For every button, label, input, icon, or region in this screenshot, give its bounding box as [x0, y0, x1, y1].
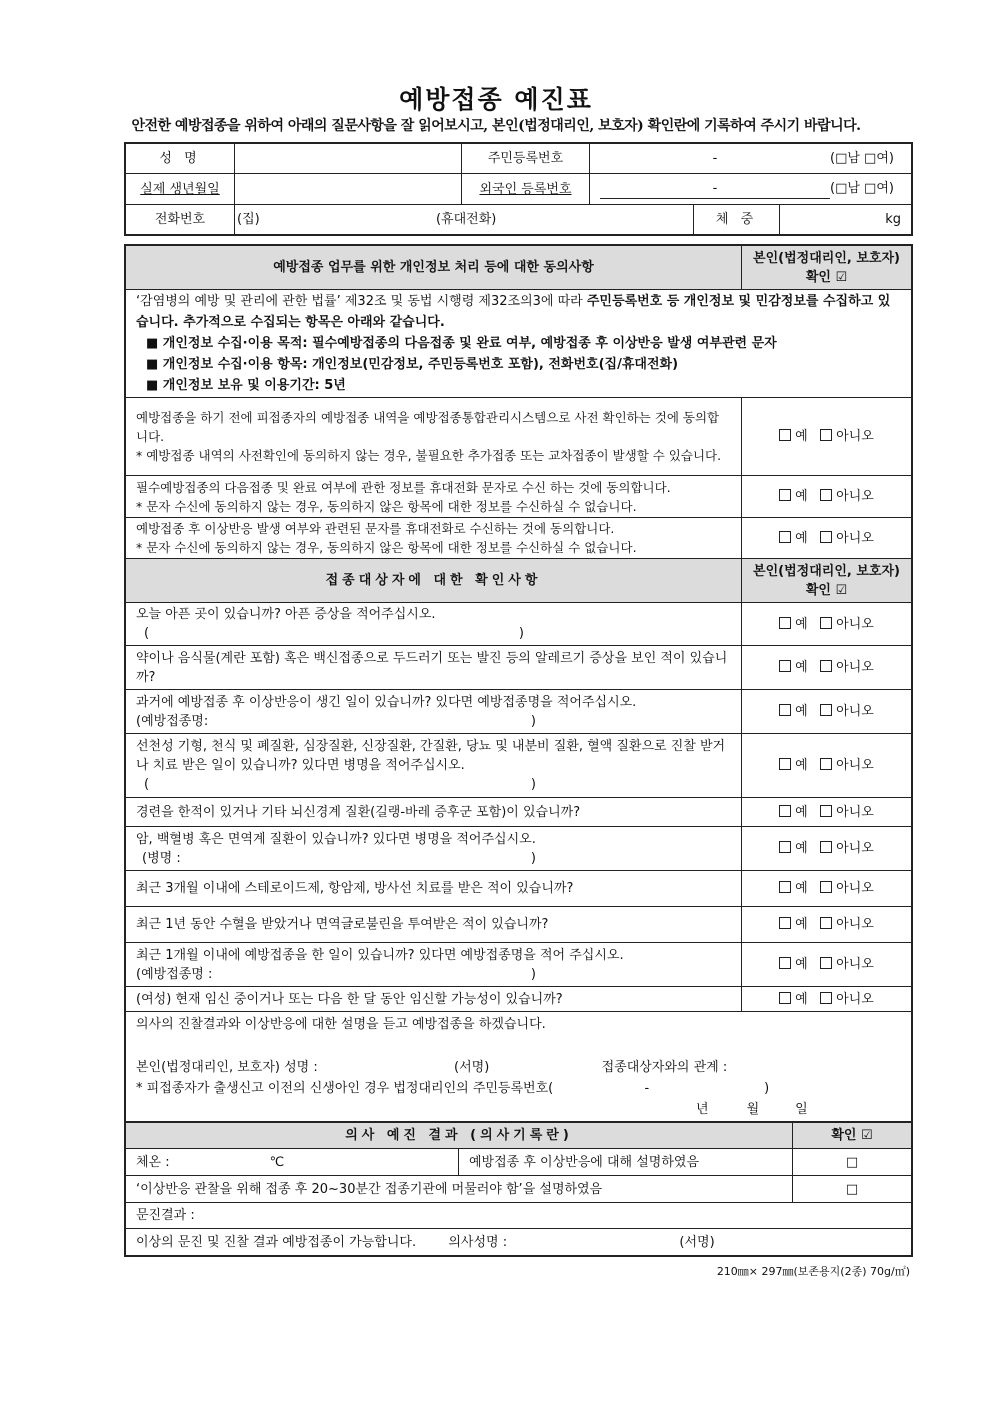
checkbox-yes[interactable] [779, 758, 791, 770]
yes-no-choice[interactable] [742, 943, 912, 987]
checkbox-no[interactable] [820, 758, 832, 770]
consent-intro [126, 290, 912, 398]
check-item [126, 646, 742, 690]
yes-label: 예 [795, 991, 808, 1007]
birth-label: 실제 생년월일 [126, 174, 235, 205]
no-label: 아니오 [836, 616, 874, 632]
consent-item-note: * 문자 수신에 동의하지 않는 경우, 동의하지 않은 항목에 대한 정보를 수신하실 수 없습니다. [136, 540, 637, 555]
birth-field[interactable] [235, 174, 462, 205]
name-label: 성 명 [126, 144, 235, 174]
yes-label: 예 [795, 881, 808, 896]
checkbox-yes[interactable] [779, 617, 791, 629]
check-item [126, 907, 742, 943]
consent-item-note: * 예방접종 내역의 사전확인에 동의하지 않는 경우, 불필요한 추가접종 또는 교차접종이 발생할 수 있습니다. [136, 448, 722, 463]
consent-intro-bold: 주민등록번호 등 개인정보 및 민감정보를 수집하고 있습니다. 추가적으로 수집되는 항목은 아래와 같습니다. [136, 294, 891, 330]
confirm-header-line2: 확인 ☑ [805, 269, 848, 285]
consent-header: 예방접종 업무를 위한 개인정보 처리 등에 대한 동의사항 [126, 246, 742, 290]
consent-item [126, 518, 742, 559]
checkbox-yes[interactable] [779, 704, 791, 716]
yes-no-choice[interactable] [742, 907, 912, 943]
check-item-blank[interactable]: (예방접종명 : ) [136, 966, 536, 982]
rrn-field[interactable] [590, 144, 912, 174]
yes-no-choice[interactable] [742, 603, 912, 646]
doctor-seal: (서명) [679, 1234, 715, 1250]
newborn-note-close: ) [764, 1081, 770, 1096]
no-label: 아니오 [836, 660, 874, 675]
phone-label: 전화번호 [126, 205, 235, 235]
check-confirm-header [742, 559, 912, 603]
checkbox-no[interactable] [820, 704, 832, 716]
check-item-text: 최근 1년 동안 수혈을 받았거나 면역글로불린을 투여받은 적이 있습니까? [136, 917, 549, 932]
page-title: 예방접종 예진표 [399, 85, 593, 114]
check-item [126, 871, 742, 907]
check-item-text: (여성) 현재 임신 중이거나 또는 다음 한 달 동안 임신할 가능성이 있습니까? [136, 991, 563, 1007]
consent-item [126, 476, 742, 518]
checkbox-yes[interactable] [779, 429, 791, 441]
doctor-header: 의사 예진 결과 (의사기록란) [126, 1123, 793, 1149]
check-item-text: 최근 1개월 이내에 예방접종을 한 일이 있습니까? 있다면 예방접종명을 적어 주십시오. [136, 947, 624, 963]
check-item-blank[interactable]: (예방접종명: ) [136, 713, 536, 729]
consent-item-text: 예방접종을 하기 전에 피접종자의 예방접종 내역을 예방접종통합관리시스템으로 사전 확인하는 것에 동의합니다. [136, 410, 720, 444]
no-label: 아니오 [836, 957, 874, 972]
checkbox-no[interactable] [820, 917, 832, 929]
newborn-note-dash: - [644, 1081, 650, 1096]
checkbox-no[interactable] [820, 429, 832, 441]
checkbox-no[interactable] [820, 531, 832, 543]
consent-item [126, 398, 742, 476]
no-label: 아니오 [836, 530, 874, 546]
checkbox-yes[interactable] [779, 992, 791, 1004]
explained-checkbox[interactable]: □ [793, 1149, 912, 1176]
newborn-note [136, 1078, 901, 1099]
newborn-note-text: * 피접종자가 출생신고 이전의 신생아인 경우 법정대리인의 주민등록번호( [136, 1081, 554, 1096]
explained-label: 예방접종 후 이상반응에 대해 설명하였음 [459, 1149, 793, 1176]
checkbox-no[interactable] [820, 617, 832, 629]
checkbox-no[interactable] [820, 660, 832, 672]
checkbox-no[interactable] [820, 805, 832, 817]
yes-no-choice[interactable] [742, 987, 912, 1012]
consent-item-text: 필수예방접종의 다음접종 및 완료 여부에 관한 정보를 휴대전화 문자로 수신 하는 것에 동의합니다. [136, 479, 671, 495]
date-day: 일 [795, 1102, 808, 1117]
sex-choice[interactable]: (□남 □여) [830, 151, 894, 166]
observe-checkbox[interactable]: □ [793, 1176, 912, 1203]
sex-choice-foreign[interactable]: (□남 □여) [830, 181, 894, 196]
name-field[interactable] [235, 144, 462, 174]
page-subtitle: 안전한 예방접종을 위하여 아래의 질문사항을 잘 읽어보시고, 본인(법정대리인, 보호자) 확인란에 기록하여 주시기 바랍니다. [131, 118, 861, 134]
yes-no-choice[interactable] [742, 690, 912, 734]
check-item-text: 경련을 한적이 있거나 기타 뇌신경계 질환(길랭-바레 증후군 포함)이 있습니까? [136, 804, 581, 820]
confirm-header-line1: 본인(법정대리인, 보호자) [753, 250, 900, 266]
result-field[interactable] [126, 1203, 912, 1229]
consent-bullet: ■ 개인정보 보유 및 이용기간: 5년 [146, 378, 346, 393]
date-year: 년 [696, 1102, 709, 1117]
no-label: 아니오 [836, 991, 874, 1007]
checkbox-yes[interactable] [779, 957, 791, 969]
no-label: 아니오 [836, 429, 874, 444]
yes-label: 예 [795, 804, 808, 820]
date-line [136, 1099, 901, 1120]
consent-intro-text: ‘감염병의 예방 및 관리에 관한 법률’ 제32조 및 동법 시행령 제32조의3에 따라 [136, 294, 587, 309]
temperature-field[interactable] [126, 1149, 459, 1176]
check-item-blank[interactable]: ( ) [144, 777, 536, 792]
check-item [126, 690, 742, 734]
checkbox-no[interactable] [820, 992, 832, 1004]
checkbox-yes[interactable] [779, 917, 791, 929]
consent-item-text: 예방접종 후 이상반응 발생 여부와 관련된 문자를 휴대전화로 수신하는 것에 동의합니다. [136, 521, 615, 536]
yes-label: 예 [795, 429, 808, 444]
rrn-dash: - [712, 151, 718, 166]
check-item [126, 987, 742, 1012]
consent-bullet: ■ 개인정보 수집·이용 항목: 개인정보(민감정보, 주민등록번호 포함), 전화번호(집/휴대전화) [146, 357, 679, 372]
result-label: 문진결과 : [136, 1208, 195, 1223]
final-statement: 이상의 문진 및 진찰 결과 예방접종이 가능합니다. [136, 1234, 417, 1250]
no-label: 아니오 [836, 881, 874, 896]
yes-label: 예 [795, 758, 808, 773]
foreign-label: 외국인 등록번호 [462, 174, 590, 205]
check-item-blank[interactable]: (병명 : ) [142, 850, 536, 866]
mobile-phone-label: (휴대전화) [435, 212, 497, 227]
date-month: 월 [746, 1102, 760, 1117]
checkbox-yes[interactable] [779, 805, 791, 817]
check-item-text: 선천성 기형, 천식 및 폐질환, 심장질환, 신장질환, 간질환, 당뇨 및 내분비 질환, 혈액 질환으로 진찰 받거나 치료 받은 일이 있습니까? 있다면 병명을 적어주십시오. [136, 739, 726, 773]
check-item-text: 오늘 아픈 곳이 있습니까? 아픈 증상을 적어주십시오. [136, 607, 436, 622]
confirm-header-line1: 본인(법정대리인, 보호자) [753, 563, 900, 579]
checkbox-yes[interactable] [779, 881, 791, 893]
check-item-text: 최근 3개월 이내에 스테로이드제, 항암제, 방사선 치료를 받은 적이 있습니까? [136, 881, 574, 896]
yes-no-choice[interactable] [742, 518, 912, 559]
checkbox-yes[interactable] [779, 489, 791, 501]
weight-unit: kg [885, 212, 902, 227]
no-label: 아니오 [836, 704, 874, 719]
check-item [126, 943, 742, 987]
info-table [125, 143, 912, 235]
final-line [126, 1229, 912, 1256]
confirm-header-line2: 확인 ☑ [805, 582, 848, 598]
yes-no-choice[interactable] [742, 476, 912, 518]
yes-label: 예 [795, 957, 808, 972]
foreign-dash: - [600, 179, 830, 199]
yes-no-choice[interactable] [742, 646, 912, 690]
weight-field[interactable] [780, 205, 912, 235]
yes-label: 예 [795, 489, 808, 504]
yes-label: 예 [795, 917, 808, 932]
check-item-text: 암, 백혈병 혹은 면역계 질환이 있습니까? 있다면 병명을 적어주십시오. [136, 831, 536, 847]
rrn-label: 주민등록번호 [462, 144, 590, 174]
checkbox-yes[interactable] [779, 660, 791, 672]
doctor-confirm-header: 확인 ☑ [793, 1123, 912, 1149]
checkbox-no[interactable] [820, 881, 832, 893]
consent-item-note: * 문자 수신에 동의하지 않는 경우, 동의하지 않은 항목에 대한 정보를 수신하실 수 없습니다. [136, 498, 637, 514]
signature-section [126, 1012, 912, 1122]
check-item [126, 734, 742, 798]
checkbox-yes[interactable] [779, 841, 791, 853]
check-item [126, 798, 742, 827]
consent-confirm-header [742, 246, 912, 290]
yes-no-choice[interactable] [742, 827, 912, 871]
relation-label: 접종대상자와의 관계 : [601, 1060, 728, 1075]
yes-label: 예 [795, 841, 808, 856]
yes-no-choice[interactable] [742, 734, 912, 798]
checkbox-yes[interactable] [779, 531, 791, 543]
weight-label: 체 중 [694, 205, 780, 235]
consent-table [125, 245, 912, 1122]
check-item [126, 603, 742, 646]
foreign-field[interactable] [590, 174, 912, 205]
checkbox-no[interactable] [820, 841, 832, 853]
no-label: 아니오 [836, 489, 874, 504]
no-label: 아니오 [836, 841, 874, 856]
check-item-blank[interactable]: ( ) [144, 626, 524, 641]
check-item-text: 과거에 예방접종 후 이상반응이 생긴 일이 있습니까? 있다면 예방접종명을 적어주십시오. [136, 694, 637, 710]
yes-no-choice[interactable] [742, 398, 912, 476]
consent-bullet: ■ 개인정보 수집·이용 목적: 필수예방접종의 다음접종 및 완료 여부, 예방접종 후 이상반응 발생 여부관련 문자 [146, 336, 777, 351]
signature-statement: 의사의 진찰결과와 이상반응에 대한 설명을 듣고 예방접종을 하겠습니다. [136, 1017, 546, 1032]
yes-label: 예 [795, 704, 808, 719]
checkbox-no[interactable] [820, 957, 832, 969]
page-footer: 210㎜× 297㎜(보존용지(2종) 70g/㎡) [716, 1265, 910, 1278]
yes-no-choice[interactable] [742, 798, 912, 827]
check-item-text: 약이나 음식물(계란 포함) 혹은 백신접종으로 두드러기 또는 발진 등의 알레르기 증상을 보인 적이 있습니까? [136, 650, 728, 685]
signer-label: 본인(법정대리인, 보호자) 성명 : [136, 1060, 318, 1075]
phone-field[interactable] [235, 205, 694, 235]
home-phone-label: (집) [237, 212, 260, 227]
check-header: 접종대상자에 대한 확인사항 [126, 559, 742, 603]
yes-label: 예 [795, 660, 808, 675]
yes-label: 예 [795, 616, 808, 632]
yes-no-choice[interactable] [742, 871, 912, 907]
temperature-unit: ℃ [269, 1154, 285, 1170]
check-item [126, 827, 742, 871]
signer-seal: (서명) [454, 1060, 490, 1075]
no-label: 아니오 [836, 804, 874, 820]
signature-line [136, 1057, 901, 1078]
doctor-name-label: 의사성명 : [448, 1234, 508, 1250]
checkbox-no[interactable] [820, 489, 832, 501]
temperature-label: 체온 : [136, 1154, 170, 1170]
yes-label: 예 [795, 530, 808, 546]
observe-label: ‘이상반응 관찰을 위해 접종 후 20~30분간 접종기관에 머물러야 함’을 설명하였음 [126, 1176, 793, 1203]
doctor-table [125, 1122, 912, 1256]
no-label: 아니오 [836, 758, 874, 773]
no-label: 아니오 [836, 917, 874, 932]
